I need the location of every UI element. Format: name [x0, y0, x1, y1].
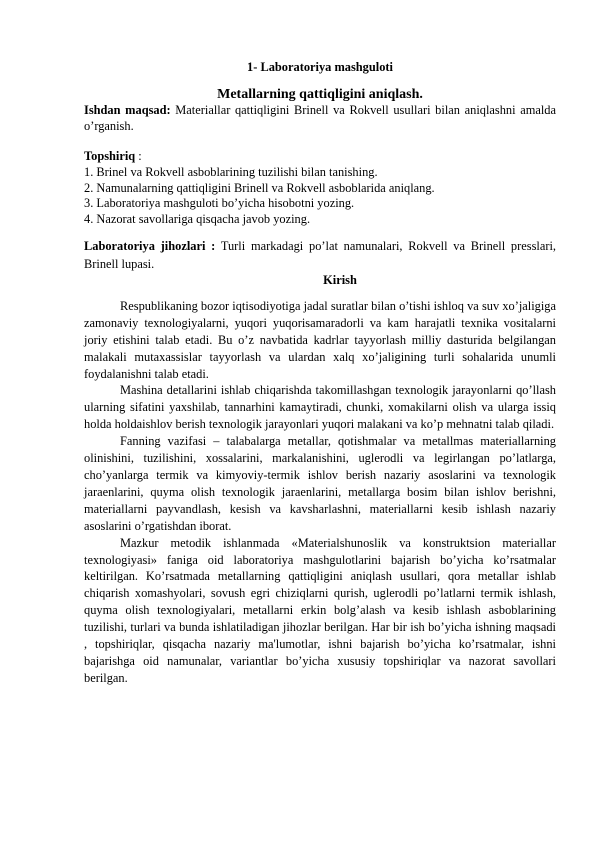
- task-item: 2. Namunalarning qattiqligini Brinell va Rokvell asboblarida aniqlang.: [84, 180, 435, 195]
- lab-title: 1- Laboratoriya mashguloti: [247, 60, 393, 74]
- intro-paragraph: Fanning vazifasi – talabalarga metallar, qotishmalar va metallmas materiallarning olinishini, tuzilishini, xossalarini, markalanishini, uglerodli va legirlangan po’latlarga, cho’yanlarga termik va kimyoviy-termik ishlov berish nazariy asoslarini va texnologik jaraenlarini, quyma olish texnologik jaraenlarini, metallarga bosim bilan ishlov berishni, materiallarni payvandlash, kesish va kavsharlashni, materiallarni kesib ishlash nazariy asoslarini o’rgatishdan iborat.: [84, 434, 556, 533]
- equipment-section: [84, 237, 556, 273]
- intro-paragraph: Mashina detallarini ishlab chiqarishda takomillashgan texnologik jarayonlarni qo’llash ularning sifatini yaxshilab, tannarhini kamaytiradi, chunki, xomakilarni olish va ularga issiq holda holdaishlov berish texnologik jarayonlari yuqori malakani va ko’p mehnatni talab qiladi.: [84, 383, 556, 432]
- intro-paragraph: Mazkur metodik ishlanmada «Materialshunoslik va konstruktsion materiallar texnologiyasi» faniga oid laboratoriya mashgulotlarini bajarish bo’yicha ko’rsatmalar keltirilgan. Ko’rsatmada metallarning qattiqligini aniqlash usullari, qora metallar ishlab chiqarish xomashyolari, sovush egri chiziqlarni qurish, uglerodli po’latlarni termik ishlash, quyma olish texnologiyalari, metallarni erkin bolg’alash va kesib ishlash asboblarining tuzilishi, turlari va bunda ishlatiladigan jihozlar berilgan. Har bir ish bo’yicha ishning maqsadi , topshiriqlar, qisqacha nazariy ma'lumotlar, ishni bajarish bo’yicha ko’rsatmalar, ishni bajarishga oid namunalar, variantlar bo’yicha xususiy topshiriqlar va nazorat savollari berilgan.: [84, 535, 556, 685]
- goal-section: [84, 103, 556, 134]
- intro-paragraph: Respublikaning bozor iqtisodiyotiga jadal suratlar bilan o’tishi ishloq va suv xo’jaligiga zamonaviy texnologiyalarni, yuqori yuqorisamaradorli va kam harajatli texnika vositalarni joriy etishini talab etadi. Bu o’z navbatida kadrlar tayyorlash milliy dasturida belgilangan malakali mutaxassislar tayyorlash va ulardan xalq xo’jaligining turli sohalarida unumli foydalanishni talab etadi.: [84, 298, 556, 381]
- tasks-section: [84, 149, 556, 227]
- intro-heading: Kirish: [323, 273, 357, 288]
- task-item: 4. Nazorat savollariga qisqacha javob yozing.: [84, 211, 311, 226]
- task-item: 1. Brinel va Rokvell asboblarining tuzilishi bilan tanishing.: [84, 164, 378, 179]
- goal-text: Materiallar qattiqligini Brinell va Rokvell usullari bilan aniqlashni amalda o’rganish.: [84, 103, 556, 133]
- equipment-text: Turli markadagi po’lat namunalari, Rokvell va Brinell presslari, Brinell lupasi.: [84, 239, 556, 272]
- main-title: Metallarning qattiqligini aniqlash.: [217, 86, 423, 102]
- document-page: [84, 60, 556, 687]
- equipment-label: Laboratoriya jihozlari :: [84, 239, 216, 254]
- task-item: 3. Laboratoriya mashguloti bo’yicha hisobotni yozing.: [84, 196, 355, 211]
- tasks-heading: Topshiriq: [84, 149, 136, 164]
- goal-label: Ishdan maqsad:: [84, 103, 171, 118]
- tasks-heading-suffix: :: [135, 149, 142, 164]
- tasks-heading-line: [84, 149, 556, 165]
